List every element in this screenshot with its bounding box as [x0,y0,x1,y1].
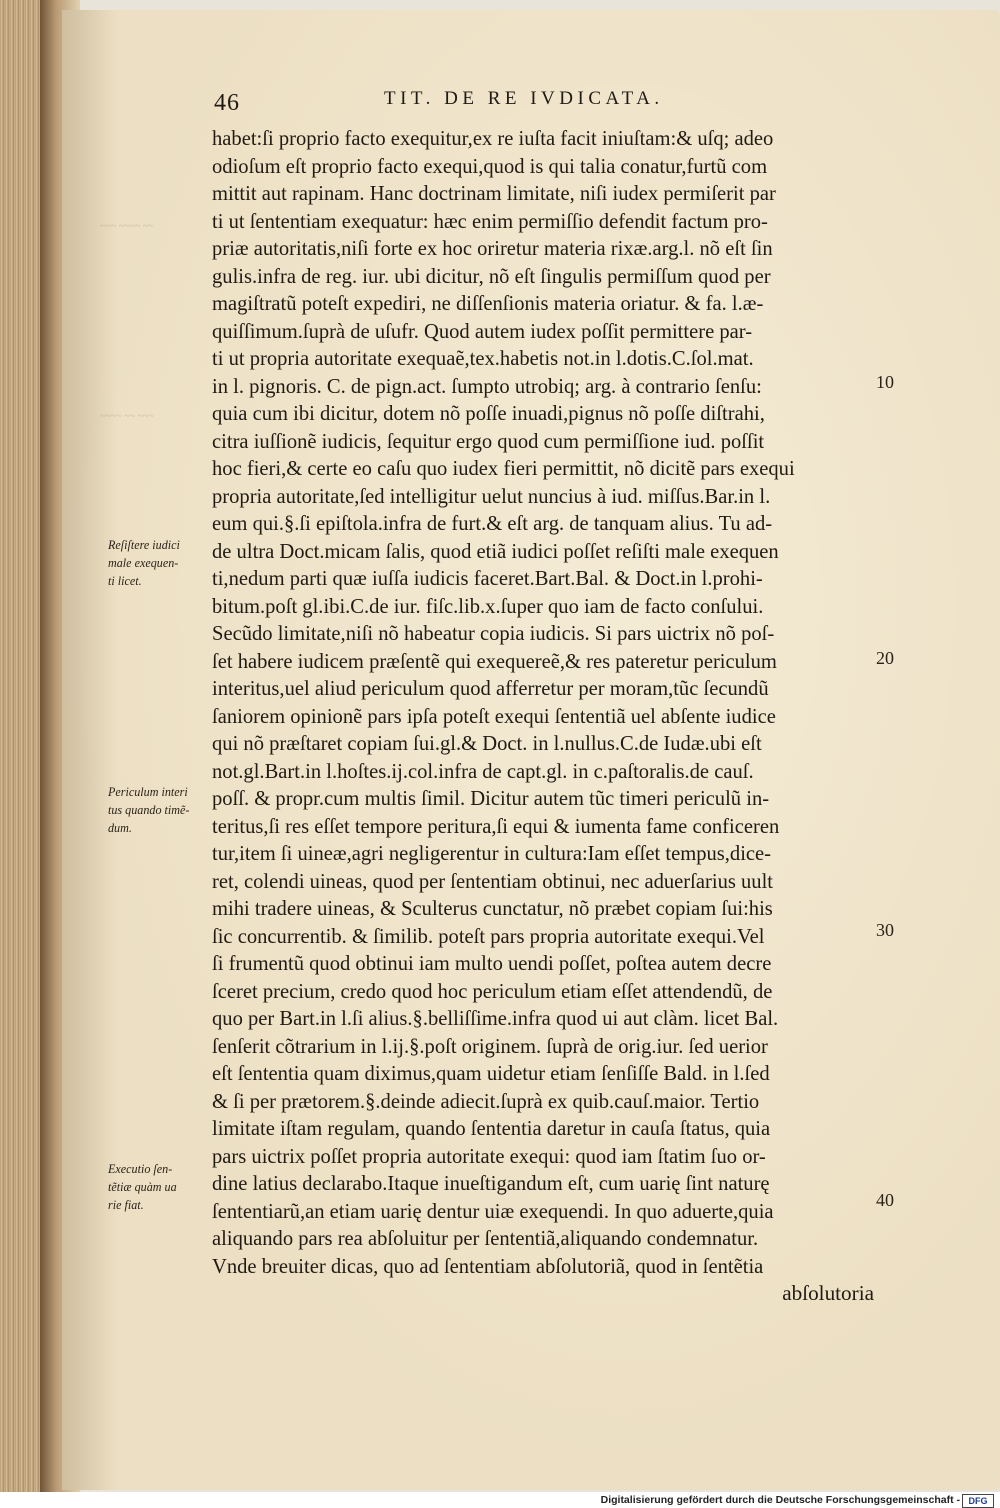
funding-credit: Digitalisierung gefördert durch die Deutsche Forschungsgemeinschaft - [600,1494,960,1506]
body-line: teritus,ſi res eſſet tempore peritura,ſi equi & iumenta fame conficeren [212,813,780,838]
body-line: quo per Bart.in l.ſi alius.§.belliſſime.infra quod ui aut clàm. licet Bal. [212,1006,779,1030]
line-number: 10 [876,372,894,392]
body-line: ſet habere iudicem præſentẽ qui exequereẽ,& res pateretur periculum [212,648,777,673]
margin-note-line: tẽtiæ quàm ua [108,1180,177,1194]
body-line: quia cum ibi dicitur, dotem nõ poſſe inuadi,pignus nõ poſſe diſtrahi, [212,401,765,425]
body-line: ſententiarũ,an etiam uarię dentur uiæ exequendi. In quo aduerte,quia [212,1198,774,1223]
body-line: odioſum eſt proprio facto exequi,quod is qui talia conatur,furtũ com [212,153,768,178]
line-number: 20 [876,648,894,668]
body-line: aliquando pars rea abſoluitur per ſententiã,aliquando condemnatur. [212,1226,759,1250]
body-line: eum qui.§.ſi epiſtola.infra de furt.& eſt arg. de tanquam alius. Tu ad- [212,511,773,535]
show-through-ink: ~~~ ~~~~ ~~ [100,221,154,232]
margin-note-line: dum. [108,821,132,835]
digitization-footer [0,1492,1000,1508]
body-line: mihi tradere uineas, & Sculterus cunctatur, nõ præbet copiam ſui:his [212,896,773,920]
body-line: limitate iſtam regulam, quando ſententia daretur in cauſa ſtatus, quia [212,1116,771,1140]
body-line: habet:ſi proprio facto exequitur,ex re iuſta facit iniuſtam:& uſq; adeo [212,126,774,150]
margin-note [108,783,212,837]
body-line: Secũdo limitate,niſi nõ habeatur copia iudicis. Si pars uictrix nõ poſ- [212,621,775,645]
body-line: ti,nedum parti quæ iuſſa iudicis faceret.Bart.Bal. & Doct.in l.prohi- [212,566,763,590]
body-text [212,125,892,1308]
margin-note-line: male exequen- [108,556,179,570]
margin-note-line: Periculum interi [108,785,188,799]
body-line: hoc fieri,& certe eo caſu quo iudex fieri permittit, nõ dicitẽ pars exequi [212,456,795,480]
line-number: 40 [876,1190,894,1210]
body-line: in l. pignoris. C. de pign.act. ſumpto utrobiq; arg. à contrario ſenſu: [212,373,762,398]
body-line: gulis.infra de reg. iur. ubi dicitur, nõ eſt ſingulis permiſſum quod per [212,263,771,288]
body-line: not.gl.Bart.in l.hoſtes.ij.col.infra de capt.gl. in c.paſtoralis.de cauſ. [212,758,754,783]
body-line: & ſi per prætorem.§.deinde adiecit.ſuprà ex quib.cauſ.maior. Tertio [212,1088,760,1113]
margin-note-line: tus quando timẽ- [108,803,190,817]
line-number: 30 [876,920,894,940]
margin-note-line: Reſiſtere iudici [108,538,180,552]
page-header [0,84,1000,120]
body-line: ſic concurrentib. & ſimilib. poteſt pars propria autoritate exequi.Vel [212,923,765,948]
body-line: de ultra Doct.micam ſalis, quod etiã iudici poſſet reſiſti male exequen [212,538,779,563]
body-line: eſt ſententia quam diximus,quam uidetur etiam ſenſiſſe Bald. in l.ſed [212,1061,770,1085]
body-line: interitus,uel aliud periculum quod afferretur per moram,tũc ſecundũ [212,676,769,700]
body-line: mittit aut rapinam. Hanc doctrinam limitate, niſi iudex permiſerit par [212,181,776,205]
body-line: bitum.poſt gl.ibi.C.de iur. fiſc.lib.x.ſuper quo iam de facto conſului. [212,593,764,618]
margin-note-line: Executio ſen- [108,1162,173,1176]
body-line: dine latius declarabo.Itaque inueſtigandum eſt, cum uarię ſint naturę [212,1171,770,1195]
body-line: ſi frumentũ quod obtinui iam multo uendi poſſet, poſtea autem decre [212,951,772,975]
body-line: citra iuſſionẽ iudicis, ſequitur ergo quod cum permiſſione iud. poſſit [212,428,765,453]
dfg-logo: DFG [962,1494,994,1508]
body-line: propria autoritate,ſed intelligitur uelut nuncius à iud. miſſus.Bar.in l. [212,483,771,508]
running-title: TIT. DE RE IVDICATA. [384,88,664,109]
margin-note [108,536,212,590]
body-line: ti ut ſententiam exequatur: hæc enim permiſſio defendit factum pro- [212,208,768,233]
body-line: Vnde breuiter dicas, quo ad ſententiam abſolutoriã, quod in ſentẽtia [212,1253,764,1278]
body-line: quiſſimum.ſuprà de uſufr. Quod autem iudex poſſit permittere par- [212,318,753,343]
body-line: qui nõ præſtaret copiam ſui.gl.& Doct. in l.nullus.C.de Iudæ.ubi eſt [212,731,762,755]
body-line: ſceret precium, credo quod hoc periculum etiam eſſet attendendũ, de [212,978,773,1003]
body-line: magiſtratũ poteſt expediri, ne diſſenſionis materia oriatur. & fa. l.æ- [212,291,764,315]
show-through-ink: ~~~~ ~~ ~~~ [100,411,154,422]
body-line: ti ut propria autoritate exequaẽ,tex.habetis not.in l.dotis.C.ſol.mat. [212,346,754,370]
body-line: tur,item ſi uineæ,agri negligerentur in cultura:Iam eſſet tempus,dice- [212,841,772,865]
margin-note [108,1160,212,1214]
body-line: abſolutoria [782,1281,874,1305]
body-line: ſaniorem opinionẽ pars ipſa poteſt exequi ſententiã uel abſente iudice [212,703,776,728]
page-number: 46 [214,90,240,116]
body-line: pars uictrix poſſet propria autoritate exequi: quod iam ſtatim ſuo or- [212,1143,766,1168]
body-line: ſenſerit cõtrarium in l.ij.§.poſt originem. ſuprà de orig.iur. ſed uerior [212,1033,768,1058]
margin-note-line: rie fiat. [108,1198,144,1212]
body-line: priæ autoritatis,niſi forte ex hoc oriretur materia rixæ.arg.l. nõ eſt ſin [212,236,773,260]
body-line: ret, colendi uineas, quod per ſententiam obtinui, nec aduerſarius uult [212,868,774,893]
body-line: poſſ. & propr.cum multis ſimil. Dicitur autem tũc timeri periculũ in- [212,786,770,810]
margin-note-line: ti licet. [108,574,142,588]
